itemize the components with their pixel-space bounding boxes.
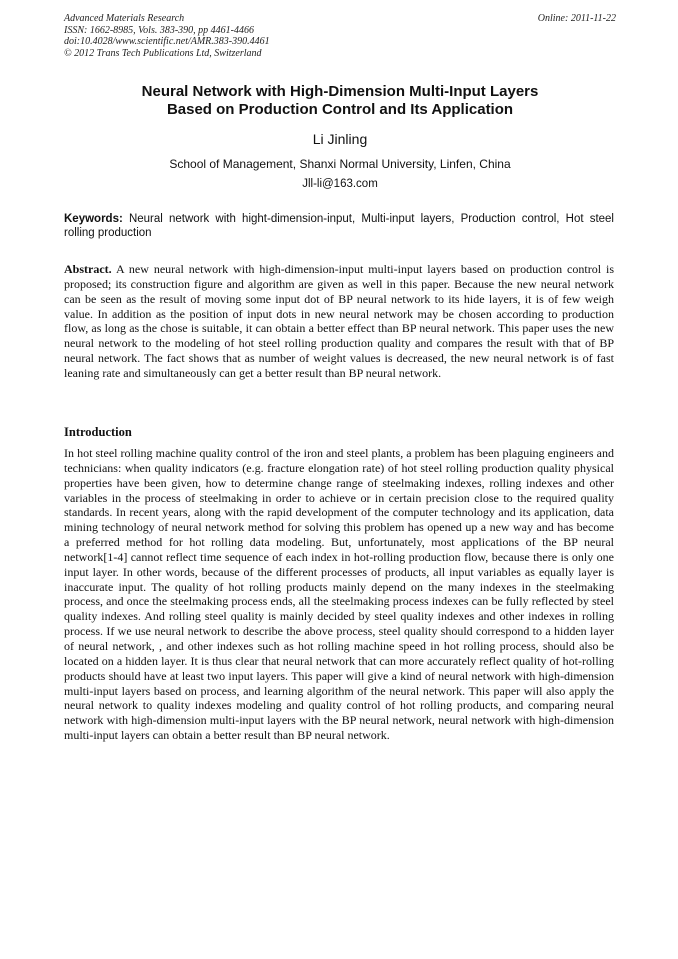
journal-header: [64, 13, 616, 59]
section-heading-introduction: Introduction: [64, 425, 132, 439]
author-affiliation: School of Management, Shanxi Normal University, Linfen, China: [169, 157, 511, 171]
issn-line: ISSN: 1662-8985, Vols. 383-390, pp 4461-4466: [64, 24, 254, 36]
keywords-text: Neural network with hight-dimension-input, Multi-input layers, Production control, Hot steel rolling production: [64, 213, 614, 240]
keywords-label: Keywords:: [64, 213, 123, 225]
online-date: Online: 2011-11-22: [537, 13, 616, 24]
paper-title-line-1: Neural Network with High-Dimension Multi-Input Layers: [141, 83, 539, 100]
abstract-text: A new neural network with high-dimension-input multi-input layers based on production control is proposed; its construction figure and algorithm are given as well in this paper. Because the new neural network can be seen as the result of moving some input dot of BP neural network to its hide layers, it is of few weigh value. In addition as the position of input dots in new neural network may be chosen according to production flow, as long as the chose is suitable, it can obtain a better effect than BP neural network. This paper uses the new neural network to the modeling of hot steel rolling production quality and compares the result with that of BP neural network. The fact shows that as number of weight values is decreased, the new neural network is of fast leaning rate and simultaneously can get a better result than BP neural network.: [64, 262, 614, 380]
abstract-label: Abstract.: [64, 262, 112, 276]
doi-line: doi:10.4028/www.scientific.net/AMR.383-390.4461: [64, 36, 270, 48]
abstract-paragraph: [64, 262, 614, 381]
author-name: Li Jinling: [312, 131, 368, 147]
keywords-paragraph: [64, 212, 614, 241]
author-email: Jll-li@163.com: [302, 178, 378, 190]
paper-title: [64, 83, 616, 119]
journal-name: Advanced Materials Research: [64, 13, 185, 24]
copyright-line: © 2012 Trans Tech Publications Ltd, Switzerland: [64, 47, 262, 59]
introduction-paragraph: In hot steel rolling machine quality control of the iron and steel plants, a problem has been plaguing engineers and technicians: when quality indicators (e.g. fracture elongation rate) of hot steel rolling production quality physical properties have been given, how to determine change range of steelmaking indexes, rolling indexes and other variables in the process of steelmaking in order to achieve or in certain precision close to the required quality standards. In recent years, along with the rapid development of the computer technology and its application, data mining technology of neural network method for solving this problem has opened up a new way and has become a preferred method for hot rolling data modeling. But, unfortunately, most applications of the BP neural network[1-4] cannot reflect time sequence of each index in hot-rolling production flow, because there is only one input layer. In other words, because of the different processes of products, all input variables as equally layer is inaccurate input. The quality of hot rolling products mainly depend on the many indexes in the steelmaking process, and once the steelmaking process ends, all the steelmaking process indexes can be fully reflected by steel quality indexes. And rolling steel quality is mainly decided by steel quality indexes and other indexes in rolling process. If we use neural network to describe the above process, steel quality should correspond to a hidden layer of neural network, , and other indexes such as hot rolling machine speed in hot rolling process, should also be located on a hidden layer. It is thus clear that neural network that can more accurately reflect quality of hot-rolling products should have at least two input layers. This paper will give a kind of neural network with high-dimension multi-input layers based on process, and learning algorithm of the neural network. This paper will also apply the neural network to quality indexes modeling and quality control of hot rolling products, and comparing neural network with high-dimension multi-input layers with the BP neural network, neural network with high-dimension multi-input layers can obtain a better result than BP neural network.: [64, 446, 614, 743]
paper-title-line-2: Based on Production Control and Its Application: [166, 101, 514, 118]
